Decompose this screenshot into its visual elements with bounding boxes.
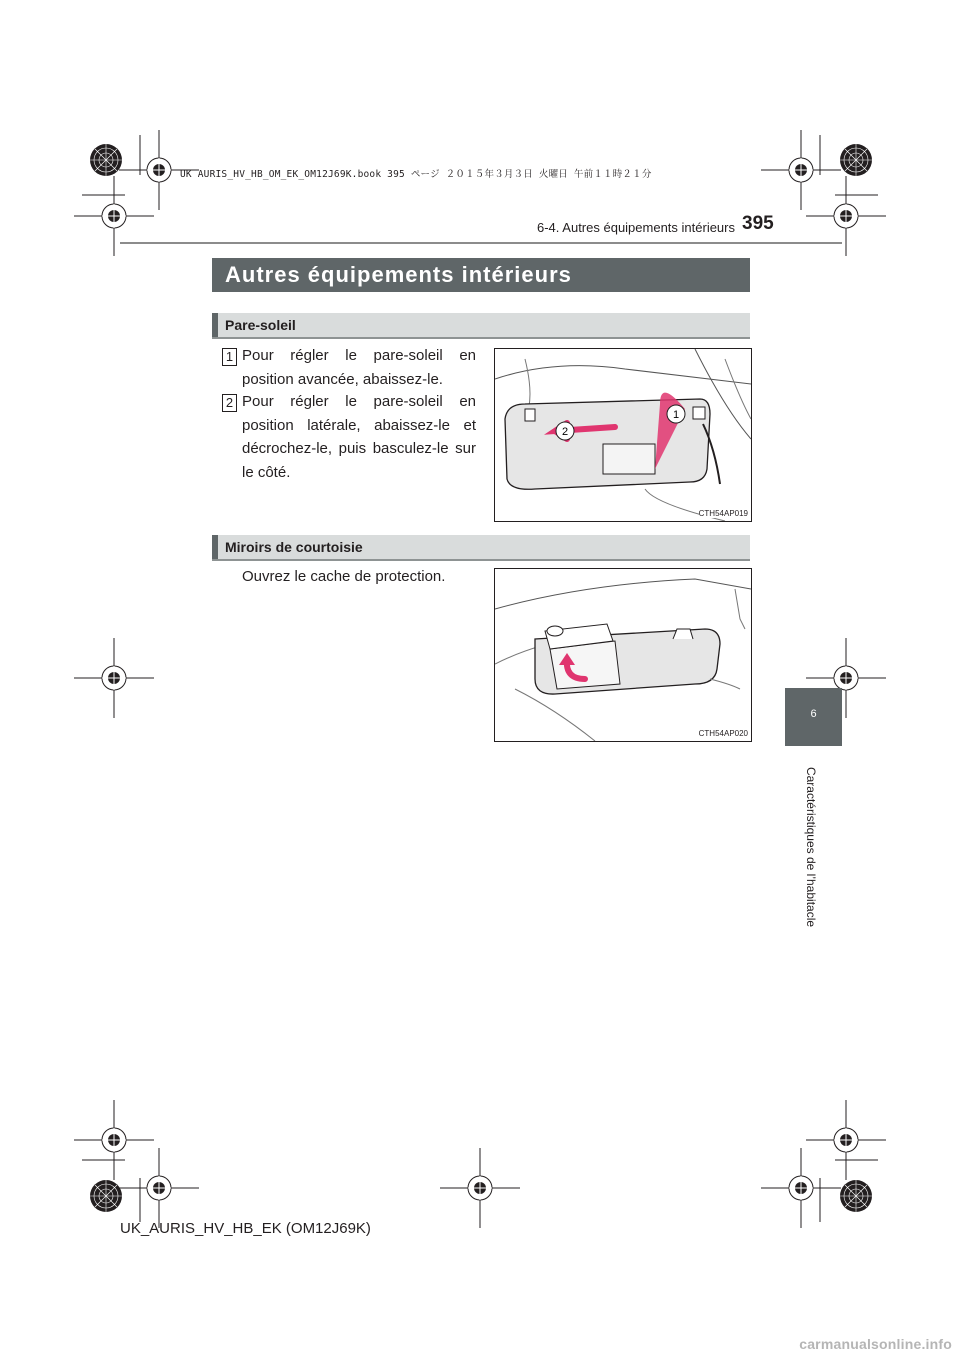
chapter-tab-label: Caractéristiques de l’habitacle <box>804 766 818 928</box>
figure-code: CTH54AP019 <box>698 509 748 518</box>
page-title: Autres équipements intérieurs <box>225 262 572 287</box>
heading-marker <box>212 313 218 337</box>
figure-callout: 2 <box>561 426 569 438</box>
print-file-stamp: UK AURIS_HV_HB_OM_EK_OM12J69K.book 395 ページ ２０１５年３月３日 火曜日 午前１１時２１分 <box>180 169 652 180</box>
heading-marker <box>212 535 218 559</box>
chapter-tab-number: 6 <box>810 708 817 720</box>
page-number: 395 <box>742 213 774 234</box>
sun-visor-drawing <box>495 349 751 521</box>
header-rule <box>120 242 842 244</box>
vanity-mirror-illustration <box>494 568 752 742</box>
section-heading-bar <box>212 535 750 561</box>
footer-doc-id: UK_AURIS_HV_HB_EK (OM12J69K) <box>120 1220 371 1237</box>
step-number-box: 1 <box>222 348 237 366</box>
instruction-text: Ouvrez le cache de protection. <box>242 568 446 585</box>
watermark: carmanualsonline.info <box>799 1336 952 1352</box>
step-text: Pour régler le pare-soleil en position latérale, abaissez-le et décrochez-le, puis basculez-le sur le côté. <box>242 393 476 481</box>
sun-visor-illustration <box>494 348 752 522</box>
title-bar <box>212 258 750 292</box>
step-text: Pour régler le pare-soleil en position avancée, abaissez-le. <box>242 347 476 388</box>
running-header-section: 6-4. Autres équipements intérieurs <box>537 220 735 235</box>
section-heading: Pare-soleil <box>225 317 296 333</box>
section-heading-bar <box>212 313 750 339</box>
figure-code: CTH54AP020 <box>698 729 748 738</box>
step-number-box: 2 <box>222 394 237 412</box>
vanity-mirror-drawing <box>495 569 751 741</box>
chapter-tab[interactable] <box>785 688 842 746</box>
section-heading: Miroirs de courtoisie <box>225 539 363 555</box>
figure-callout: 1 <box>672 409 680 421</box>
